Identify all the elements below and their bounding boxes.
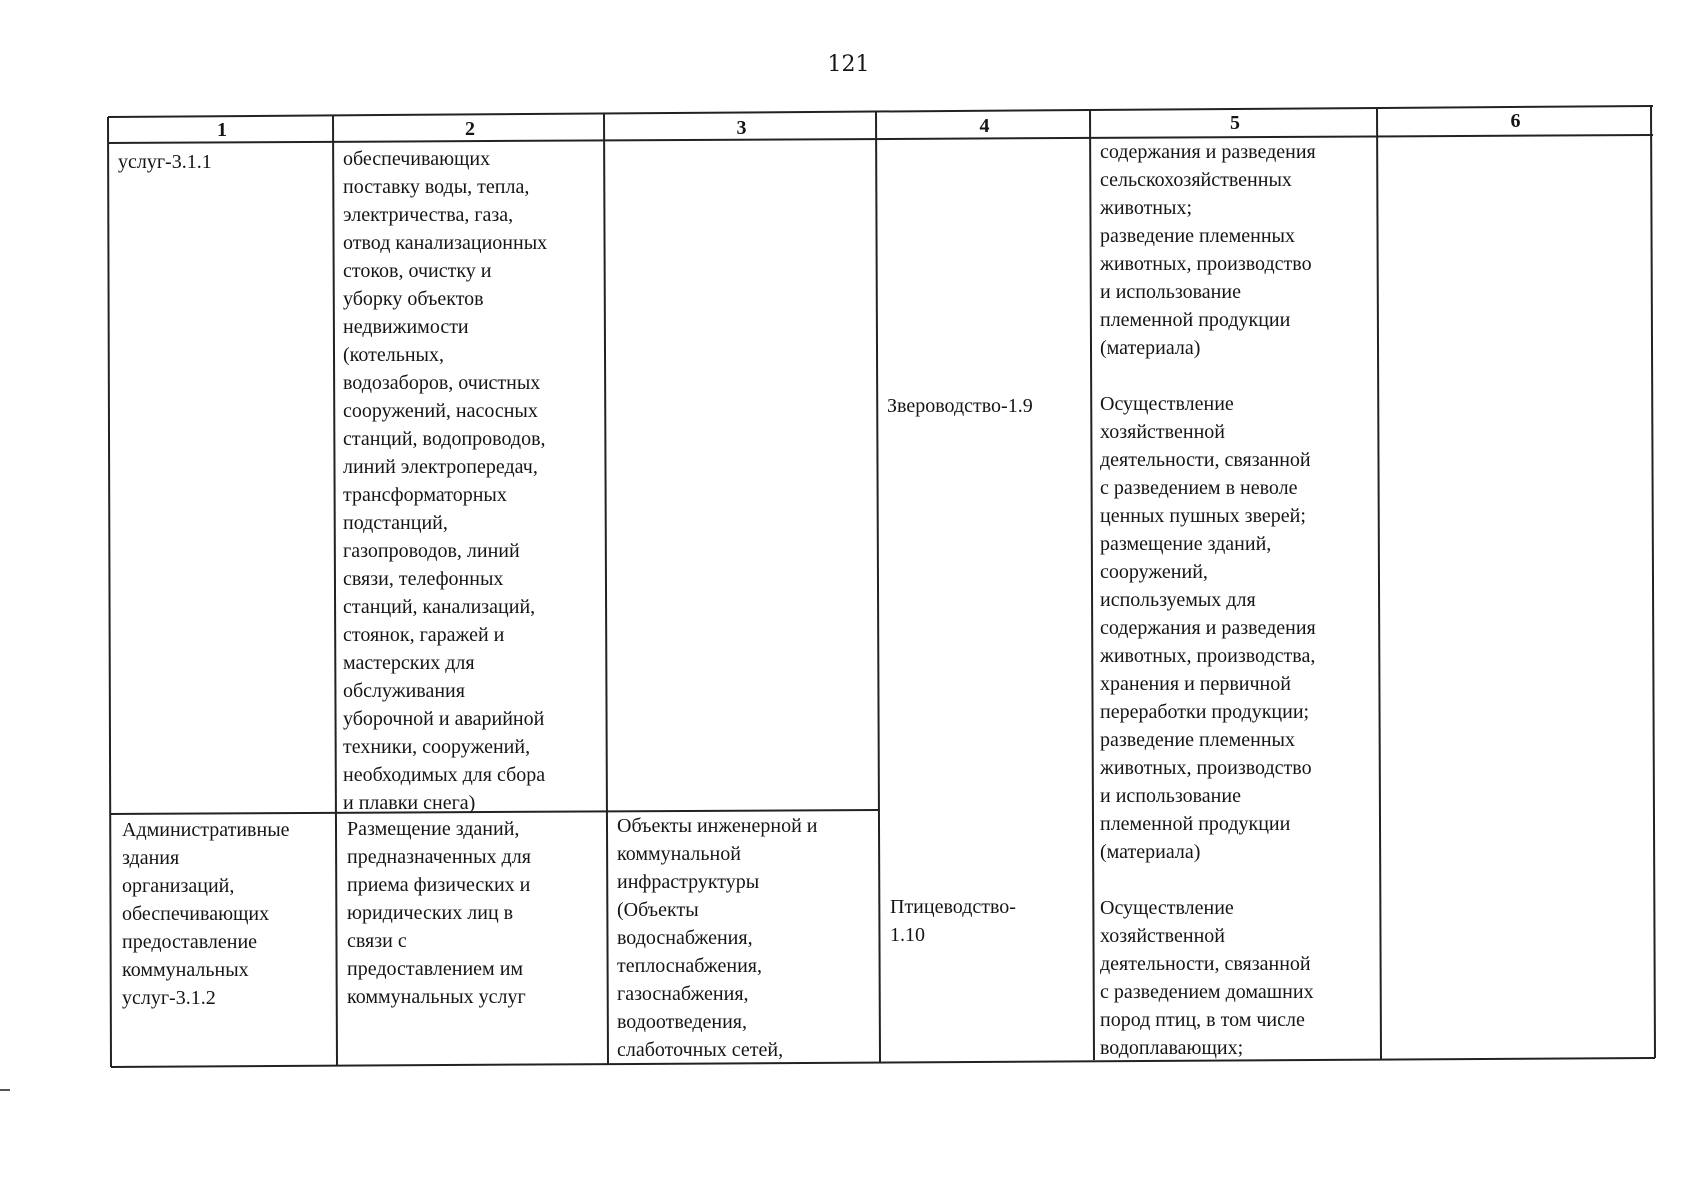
header-col-2: 2 [465,118,475,140]
col2-row2-text: Размещение зданий, предназначенных для приема физических и юридических лиц в связи с предоставлением им коммунальных услуг [347,818,531,1008]
col2-row1-text: обеспечивающих поставку воды, тепла, электричества, газа, отвод канализационных стоков, очистку и уборку объектов недвижимости (котельных, водозаборов, очистных сооружений, насосных станций, водопроводов, линий электропередач, трансформаторных подстанций, газопроводов, линий связи, телефонных станций, канализаций, стоянок, гаражей и мастерских для обслуживания уборочной и аварийной техники, сооружений, необходимых для сбора и плавки снега) [343,148,548,814]
margin-mark [0,1089,10,1091]
col4-item-ptitsevodstvo: Птицеводство- 1.10 [890,896,1016,946]
page-number: 121 [827,52,870,77]
header-col-6: 6 [1510,110,1521,132]
col5-text: содержания и разведения сельскохозяйственных животных; разведение племенных животных, производство и использование племенной продукции (материала) Осуществление хозяйственной деятельности, связанной с разведением в неволе ценных пушных зверей; размещение зданий, сооружений, используемых для содержания и разведения животных, производства, хранения и первичной переработки продукции; разведение племенных животных, производство и использование племенной продукции (материала) Осуществление хозяйственной деятельности, связанной с разведением домашних пород птиц, в том числе водоплавающих; [1100,141,1316,1059]
col4-item-zverovodstvo: Звероводство-1.9 [887,395,1033,417]
header-col-1: 1 [217,119,227,141]
col3-row2-text: Объекты инженерной и коммунальной инфраструктуры (Объекты водоснабжения, теплоснабжения, газоснабжения, водоотведения, слаботочных сетей, [617,815,818,1061]
col1-row2-text: Административные здания организаций, обеспечивающих предоставление коммунальных услуг-3.1.2 [122,819,290,1009]
header-col-4: 4 [979,115,990,137]
header-col-3: 3 [736,117,747,139]
col1-row1-text: услуг-3.1.1 [118,151,212,173]
header-col-5: 5 [1230,112,1240,134]
